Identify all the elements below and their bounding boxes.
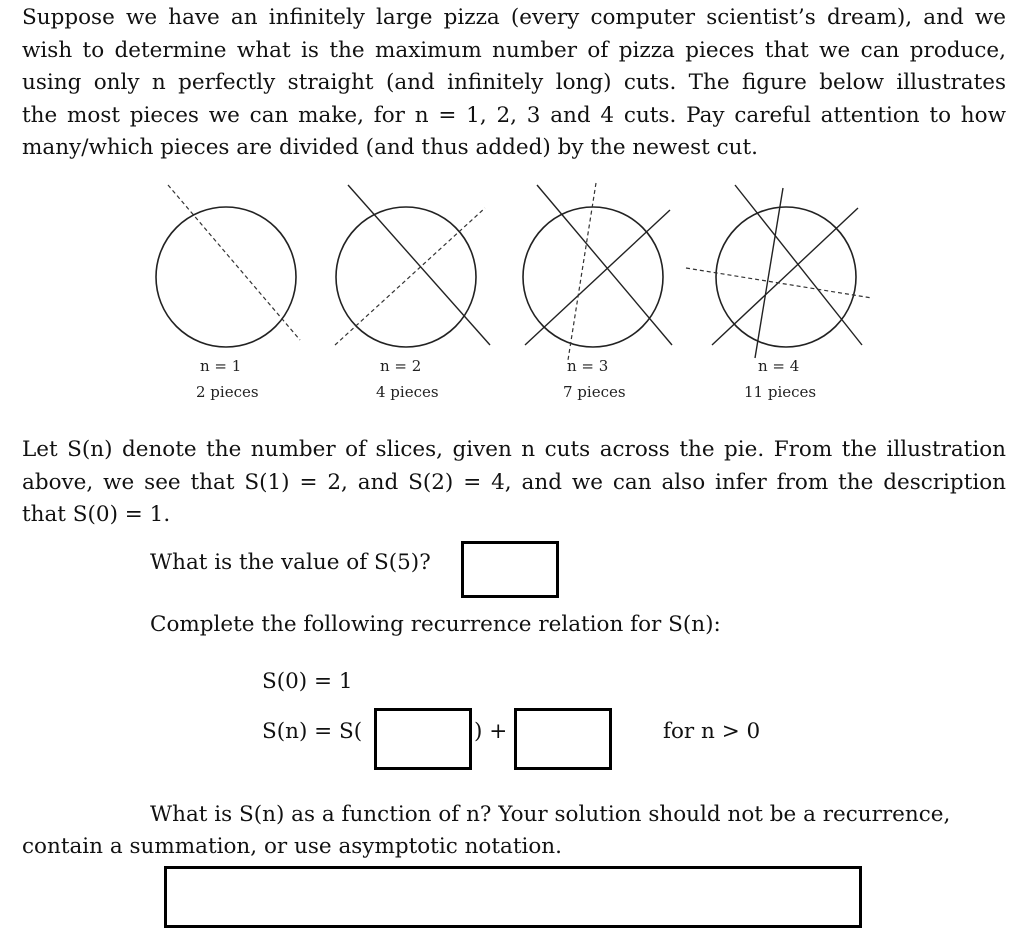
intro-line: the most pieces we can make, for n = 1, 2, 3 and 4 cuts. Pay careful attention to how — [22, 102, 1006, 128]
intro-line: wish to determine what is the maximum number of pizza pieces that we can produce, — [22, 37, 1006, 63]
cut-line — [525, 210, 670, 345]
panel-n3 — [523, 183, 672, 401]
s5-answer-box[interactable] — [461, 541, 559, 598]
panel-n1 — [156, 185, 300, 401]
definition-line: Let S(n) denote the number of slices, given n cuts across the pie. From the illustration — [22, 437, 1006, 462]
pizza-circle — [336, 207, 476, 347]
question-recurrence-label: Complete the following recurrence relation for S(n): — [150, 612, 721, 637]
n-label: n = 2 — [380, 357, 422, 375]
n-label: n = 3 — [567, 357, 609, 375]
pizza-cuts-figure — [0, 175, 1024, 410]
question-s5-label: What is the value of S(5)? — [150, 550, 431, 575]
definition-paragraph — [22, 434, 1006, 532]
cut-line-dashed — [335, 208, 485, 345]
closed-form-answer-box[interactable] — [164, 866, 862, 928]
cut-line-dashed — [686, 268, 872, 298]
intro-line: many/which pieces are divided (and thus added) by the newest cut. — [22, 135, 758, 160]
recurrence-addend-box[interactable] — [514, 708, 612, 770]
cut-line — [735, 185, 862, 345]
pieces-label: 11 pieces — [744, 383, 817, 401]
recurrence-base: S(0) = 1 — [262, 669, 353, 694]
pizza-circle — [716, 207, 856, 347]
panel-n4 — [686, 185, 872, 401]
n-label: n = 4 — [758, 357, 800, 375]
intro-line: using only n perfectly straight (and infinitely long) cuts. The figure below illustrates — [22, 70, 1006, 95]
n-label: n = 1 — [200, 357, 242, 375]
pieces-label: 2 pieces — [196, 383, 259, 401]
question-closed-form-line2: contain a summation, or use asymptotic notation. — [22, 834, 562, 859]
pizza-circle — [523, 207, 663, 347]
intro-line: Suppose we have an infinitely large pizza (every computer scientist’s dream), and we — [22, 5, 1006, 30]
cut-line — [712, 208, 858, 345]
cut-line — [755, 188, 783, 358]
panel-n2 — [335, 185, 490, 401]
question-closed-form-line1: What is S(n) as a function of n? Your solution should not be a recurrence, — [150, 802, 951, 827]
cut-line — [537, 185, 672, 345]
pieces-label: 4 pieces — [376, 383, 439, 401]
pieces-label: 7 pieces — [563, 383, 626, 401]
recurrence-argument-box[interactable] — [374, 708, 472, 770]
recurrence-condition: for n > 0 — [663, 719, 761, 744]
definition-line: that S(0) = 1. — [22, 502, 171, 527]
recurrence-plus: ) + — [474, 719, 508, 744]
intro-paragraph — [22, 2, 1006, 165]
pizza-circle — [156, 207, 296, 347]
recurrence-lhs: S(n) = S( — [262, 719, 363, 744]
definition-line: above, we see that S(1) = 2, and S(2) = 4, and we can also infer from the description — [22, 469, 1006, 495]
